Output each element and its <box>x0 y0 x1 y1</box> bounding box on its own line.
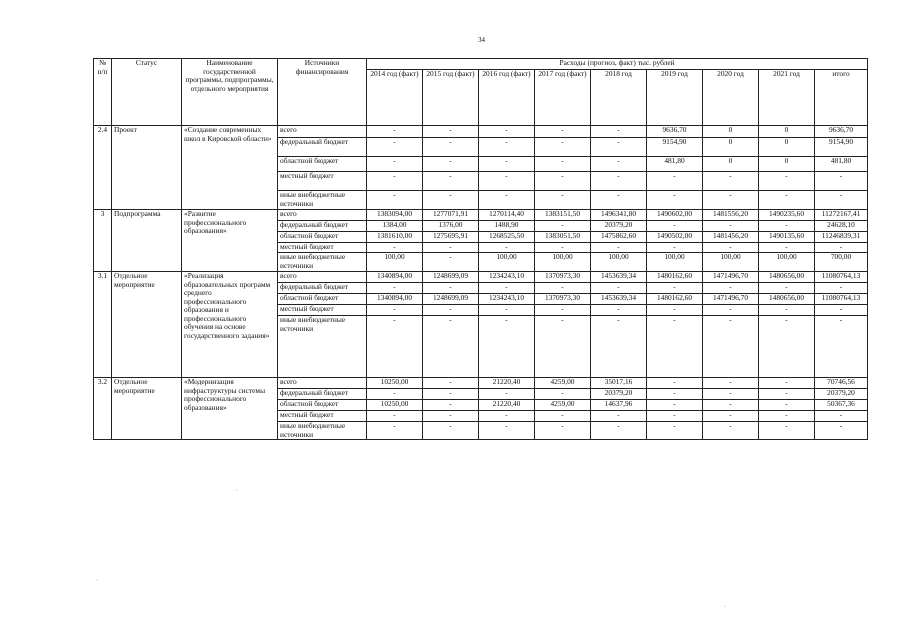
funding-source: иные внебюджетные источники <box>278 191 367 210</box>
expense-value: - <box>647 243 703 253</box>
expense-value: - <box>815 191 868 210</box>
table-body <box>94 126 868 440</box>
funding-source: областной бюджет <box>278 157 367 172</box>
expense-value: - <box>423 172 479 191</box>
expense-value: 0 <box>759 157 815 172</box>
expense-value: - <box>479 172 535 191</box>
expense-value: - <box>535 389 591 400</box>
expense-value: - <box>703 305 759 316</box>
expense-value: 1340894,00 <box>367 294 423 305</box>
expense-value: 1268525,50 <box>479 232 535 243</box>
expense-value: 1383051,50 <box>535 232 591 243</box>
expense-value: 1370973,30 <box>535 272 591 283</box>
expense-value: - <box>591 172 647 191</box>
expense-value: - <box>423 411 479 422</box>
expense-value: - <box>591 243 647 253</box>
expense-value: - <box>703 243 759 253</box>
row-status: Отдельное мероприятие <box>112 378 182 440</box>
expense-value: - <box>535 283 591 294</box>
expense-value: - <box>759 422 815 440</box>
row-number: 2.4 <box>94 126 112 210</box>
expense-value: 1340894,00 <box>367 272 423 283</box>
header-sources: Источники финансирования <box>278 59 367 126</box>
row-number: 3.2 <box>94 378 112 440</box>
header-year: 2017 год (факт) <box>535 70 591 126</box>
expense-value: 1480656,00 <box>759 272 815 283</box>
expense-value: 1480162,60 <box>647 294 703 305</box>
row-name: «Реализация образовательных программ среднего профессионального образования и профессионального обучения на основе государственного задания» <box>182 272 278 378</box>
expense-value: 100,00 <box>759 253 815 272</box>
expense-value: - <box>647 378 703 389</box>
header-year: 2016 год (факт) <box>479 70 535 126</box>
header-year: 2021 год <box>759 70 815 126</box>
expense-value: - <box>591 157 647 172</box>
expense-value: 10250,00 <box>367 400 423 411</box>
row-number: 3 <box>94 210 112 272</box>
expense-value: - <box>703 221 759 232</box>
expense-value: - <box>479 126 535 138</box>
expense-value: - <box>815 283 868 294</box>
expense-value: 11080764,13 <box>815 272 868 283</box>
expense-value: - <box>367 283 423 294</box>
expense-value: 1480162,60 <box>647 272 703 283</box>
expense-value: 11246839,31 <box>815 232 868 243</box>
expense-value: - <box>703 172 759 191</box>
expense-value: - <box>815 172 868 191</box>
expense-value: 1381610,00 <box>367 232 423 243</box>
expense-value: 0 <box>703 126 759 138</box>
expense-value: - <box>703 191 759 210</box>
expense-value: - <box>423 316 479 378</box>
expense-value: - <box>479 243 535 253</box>
expense-value: - <box>535 191 591 210</box>
expense-value: 1270114,40 <box>479 210 535 221</box>
expense-value: 100,00 <box>367 253 423 272</box>
expense-value: 1488,90 <box>479 221 535 232</box>
expense-value: 1490135,60 <box>759 232 815 243</box>
row-status: Отдельное мероприятие <box>112 272 182 378</box>
funding-source: федеральный бюджет <box>278 389 367 400</box>
header-year: итого <box>815 70 868 126</box>
row-number: 3.1 <box>94 272 112 378</box>
expense-value: - <box>423 138 479 157</box>
expense-value: - <box>647 316 703 378</box>
expense-value: - <box>703 283 759 294</box>
expense-value: 1376,00 <box>423 221 479 232</box>
expense-value: - <box>591 191 647 210</box>
expense-value: 11272167,41 <box>815 210 868 221</box>
expense-value: - <box>367 243 423 253</box>
funding-source: местный бюджет <box>278 411 367 422</box>
expense-value: 9636,70 <box>815 126 868 138</box>
expense-value: 481,80 <box>815 157 868 172</box>
funding-source: федеральный бюджет <box>278 138 367 157</box>
expense-value: - <box>423 157 479 172</box>
expense-value: 70746,56 <box>815 378 868 389</box>
table-row <box>94 126 868 138</box>
expense-value: 1234243,10 <box>479 272 535 283</box>
expense-value: 1275695,91 <box>423 232 479 243</box>
expense-value: 100,00 <box>647 253 703 272</box>
expense-value: - <box>367 316 423 378</box>
expense-value: - <box>479 138 535 157</box>
expense-value: - <box>423 400 479 411</box>
expense-value: - <box>535 138 591 157</box>
expense-value: - <box>367 126 423 138</box>
row-name: «Модернизация инфраструктуры системы профессионального образования» <box>182 378 278 440</box>
funding-source: местный бюджет <box>278 172 367 191</box>
expense-value: - <box>647 283 703 294</box>
scan-speck: · <box>96 578 98 584</box>
expense-value: - <box>423 126 479 138</box>
header-name: Наименование государственной программы, подпрограммы, отдельного мероприятия <box>182 59 278 126</box>
header-year: 2014 год (факт) <box>367 70 423 126</box>
expense-value: - <box>535 316 591 378</box>
expense-value: - <box>703 400 759 411</box>
expense-value: - <box>647 389 703 400</box>
expense-value: 9636,70 <box>647 126 703 138</box>
expense-value: - <box>535 126 591 138</box>
expense-value: - <box>703 378 759 389</box>
expense-value: 100,00 <box>535 253 591 272</box>
expense-value: - <box>367 172 423 191</box>
expense-value: 1480656,00 <box>759 294 815 305</box>
expense-value: - <box>647 305 703 316</box>
expense-value: 9154,90 <box>647 138 703 157</box>
expense-value: - <box>647 400 703 411</box>
header-status: Статус <box>112 59 182 126</box>
expense-value: - <box>423 283 479 294</box>
expense-value: - <box>367 389 423 400</box>
expense-value: 20379,20 <box>815 389 868 400</box>
header-no: № п/п <box>94 59 112 126</box>
expense-value: 1490602,00 <box>647 210 703 221</box>
expense-value: 1383151,50 <box>535 210 591 221</box>
expense-value: - <box>367 157 423 172</box>
expense-value: - <box>479 157 535 172</box>
expense-value: - <box>759 283 815 294</box>
expense-value: - <box>423 305 479 316</box>
expense-value: 0 <box>759 126 815 138</box>
expense-value: - <box>591 422 647 440</box>
funding-source: иные внебюджетные источники <box>278 253 367 272</box>
expense-value: 50367,36 <box>815 400 868 411</box>
expense-value: 1481456,20 <box>703 232 759 243</box>
expense-value: - <box>367 191 423 210</box>
expense-value: - <box>759 221 815 232</box>
expense-value: 1384,00 <box>367 221 423 232</box>
expense-value: - <box>535 422 591 440</box>
expense-value: 1383094,00 <box>367 210 423 221</box>
expense-value: - <box>535 305 591 316</box>
expense-value: - <box>479 422 535 440</box>
expense-value: 11080764,13 <box>815 294 868 305</box>
expense-value: - <box>535 172 591 191</box>
expense-value: - <box>759 172 815 191</box>
expense-value: 1475862,60 <box>591 232 647 243</box>
scan-speck: · <box>236 488 238 494</box>
expense-value: - <box>535 411 591 422</box>
budget-table <box>93 58 868 440</box>
funding-source: всего <box>278 210 367 221</box>
expense-value: - <box>759 378 815 389</box>
funding-source: областной бюджет <box>278 400 367 411</box>
funding-source: федеральный бюджет <box>278 283 367 294</box>
expense-value: - <box>479 411 535 422</box>
expense-value: 1277071,91 <box>423 210 479 221</box>
expense-value: 1490235,60 <box>759 210 815 221</box>
expense-value: - <box>423 191 479 210</box>
table-header <box>94 59 868 126</box>
expense-value: - <box>423 253 479 272</box>
expense-value: - <box>535 243 591 253</box>
expense-value: 100,00 <box>591 253 647 272</box>
row-name: «Развитие профессионального образования» <box>182 210 278 272</box>
funding-source: местный бюджет <box>278 305 367 316</box>
page-number: 34 <box>478 36 485 44</box>
expense-value: - <box>815 243 868 253</box>
row-status: Проект <box>112 126 182 210</box>
expense-value: 100,00 <box>479 253 535 272</box>
expense-value: 1490502,00 <box>647 232 703 243</box>
expense-value: - <box>535 157 591 172</box>
expense-value: 700,00 <box>815 253 868 272</box>
expense-value: 20379,20 <box>591 221 647 232</box>
expense-value: - <box>759 389 815 400</box>
expense-value: - <box>647 422 703 440</box>
table-row <box>94 378 868 389</box>
expense-value: 1234243,10 <box>479 294 535 305</box>
funding-source: областной бюджет <box>278 232 367 243</box>
expense-value: - <box>591 411 647 422</box>
expense-value: - <box>423 243 479 253</box>
expense-value: - <box>423 389 479 400</box>
expense-value: 4259,00 <box>535 400 591 411</box>
funding-source: иные внебюджетные источники <box>278 422 367 440</box>
expense-value: - <box>759 411 815 422</box>
expense-value: - <box>759 243 815 253</box>
expense-value: - <box>815 411 868 422</box>
expense-value: 1453639,34 <box>591 272 647 283</box>
expense-value: 24628,10 <box>815 221 868 232</box>
expense-value: - <box>647 221 703 232</box>
header-year: 2020 год <box>703 70 759 126</box>
expense-value: - <box>535 221 591 232</box>
expense-value: - <box>367 138 423 157</box>
expense-value: - <box>759 191 815 210</box>
expense-value: - <box>479 191 535 210</box>
funding-source: всего <box>278 272 367 283</box>
expense-value: 481,80 <box>647 157 703 172</box>
funding-source: областной бюджет <box>278 294 367 305</box>
expense-value: - <box>479 389 535 400</box>
expense-value: 14637,96 <box>591 400 647 411</box>
expense-value: - <box>815 316 868 378</box>
expense-value: - <box>367 422 423 440</box>
expense-value: - <box>703 411 759 422</box>
expense-value: - <box>479 316 535 378</box>
expense-value: - <box>647 411 703 422</box>
table-row <box>94 272 868 283</box>
expense-value: - <box>759 316 815 378</box>
expense-value: 100,00 <box>703 253 759 272</box>
funding-source: иные внебюджетные источники <box>278 316 367 378</box>
expense-value: - <box>815 305 868 316</box>
expense-value: 1471496,70 <box>703 272 759 283</box>
expense-value: 0 <box>759 138 815 157</box>
expense-value: - <box>591 316 647 378</box>
expense-value: - <box>367 305 423 316</box>
expense-value: 21220,40 <box>479 400 535 411</box>
expense-value: 1370973,30 <box>535 294 591 305</box>
header-year: 2018 год <box>591 70 647 126</box>
funding-source: федеральный бюджет <box>278 221 367 232</box>
expense-value: - <box>759 305 815 316</box>
expense-value: - <box>591 138 647 157</box>
expense-value: 21220,40 <box>479 378 535 389</box>
expense-value: 0 <box>703 157 759 172</box>
scan-speck: · <box>724 604 726 610</box>
header-year: 2015 год (факт) <box>423 70 479 126</box>
table-row <box>94 210 868 221</box>
header-expenses: Расходы (прогноз, факт) тыс. рублей <box>367 59 868 70</box>
expense-value: - <box>703 389 759 400</box>
expense-value: 1248699,09 <box>423 272 479 283</box>
expense-value: - <box>647 191 703 210</box>
expense-value: - <box>647 172 703 191</box>
expense-value: 1453639,34 <box>591 294 647 305</box>
expense-value: - <box>479 283 535 294</box>
funding-source: всего <box>278 378 367 389</box>
expense-value: 10250,00 <box>367 378 423 389</box>
expense-value: 1471496,70 <box>703 294 759 305</box>
expense-value: 1496341,80 <box>591 210 647 221</box>
row-name: «Создание современных школ в Кировской области» <box>182 126 278 210</box>
expense-value: - <box>759 400 815 411</box>
expense-value: 20379,20 <box>591 389 647 400</box>
expense-value: 9154,90 <box>815 138 868 157</box>
funding-source: всего <box>278 126 367 138</box>
expense-value: 0 <box>703 138 759 157</box>
expense-value: - <box>423 378 479 389</box>
header-year: 2019 год <box>647 70 703 126</box>
expense-value: - <box>423 422 479 440</box>
expense-value: 35017,16 <box>591 378 647 389</box>
expense-value: - <box>367 411 423 422</box>
expense-value: - <box>703 316 759 378</box>
expense-value: - <box>591 305 647 316</box>
funding-source: местный бюджет <box>278 243 367 253</box>
row-status: Подпрограмма <box>112 210 182 272</box>
expense-value: - <box>815 422 868 440</box>
expense-value: - <box>591 126 647 138</box>
expense-value: - <box>591 283 647 294</box>
expense-value: 4259,00 <box>535 378 591 389</box>
expense-value: 1481556,20 <box>703 210 759 221</box>
expense-value: - <box>479 305 535 316</box>
expense-value: 1248699,09 <box>423 294 479 305</box>
expense-value: - <box>703 422 759 440</box>
